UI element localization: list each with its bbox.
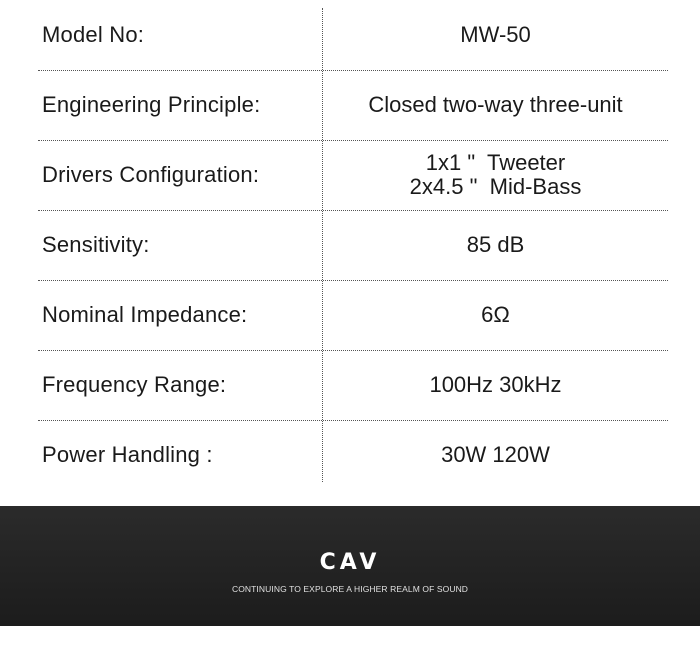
spec-value-line: Closed two-way three-unit xyxy=(368,92,623,117)
spec-row-drivers xyxy=(38,140,668,211)
spec-row-sensitivity xyxy=(38,210,668,281)
spec-value-line: 6Ω xyxy=(481,302,510,327)
spec-row-impedance xyxy=(38,280,668,351)
spec-label: Model No: xyxy=(42,22,145,47)
spec-value xyxy=(323,140,668,210)
spec-row-frequency xyxy=(38,350,668,421)
spec-value-line: 100Hz 30kHz xyxy=(429,372,562,397)
spec-label: Nominal Impedance: xyxy=(42,302,248,327)
spec-value-line: 85 dB xyxy=(466,232,525,257)
spec-row-principle xyxy=(38,70,668,141)
spec-label: Sensitivity: xyxy=(42,232,150,257)
spec-label: Frequency Range: xyxy=(42,372,227,397)
spec-row-power xyxy=(38,420,668,490)
brand-logo: CAV xyxy=(319,550,381,575)
spec-value-line: 2x4.5 " Mid-Bass xyxy=(409,174,582,199)
spec-row-model xyxy=(38,0,668,71)
spec-value-line: 30W 120W xyxy=(441,442,550,467)
spec-table xyxy=(38,0,668,482)
spec-value-line: MW-50 xyxy=(460,22,531,47)
spec-value xyxy=(323,350,668,420)
spec-label: Engineering Principle: xyxy=(42,92,261,117)
brand-footer xyxy=(0,506,700,626)
spec-value xyxy=(323,70,668,140)
spec-value xyxy=(323,0,668,70)
spec-label: Drivers Configuration: xyxy=(42,162,260,187)
spec-value-line: 1x1 " Tweeter xyxy=(425,150,566,175)
spec-label: Power Handling : xyxy=(42,442,213,467)
spec-value xyxy=(323,420,668,490)
spec-value xyxy=(323,210,668,280)
spec-value xyxy=(323,280,668,350)
brand-tagline: CONTINUING TO EXPLORE A HIGHER REALM OF SOUND xyxy=(231,584,469,594)
